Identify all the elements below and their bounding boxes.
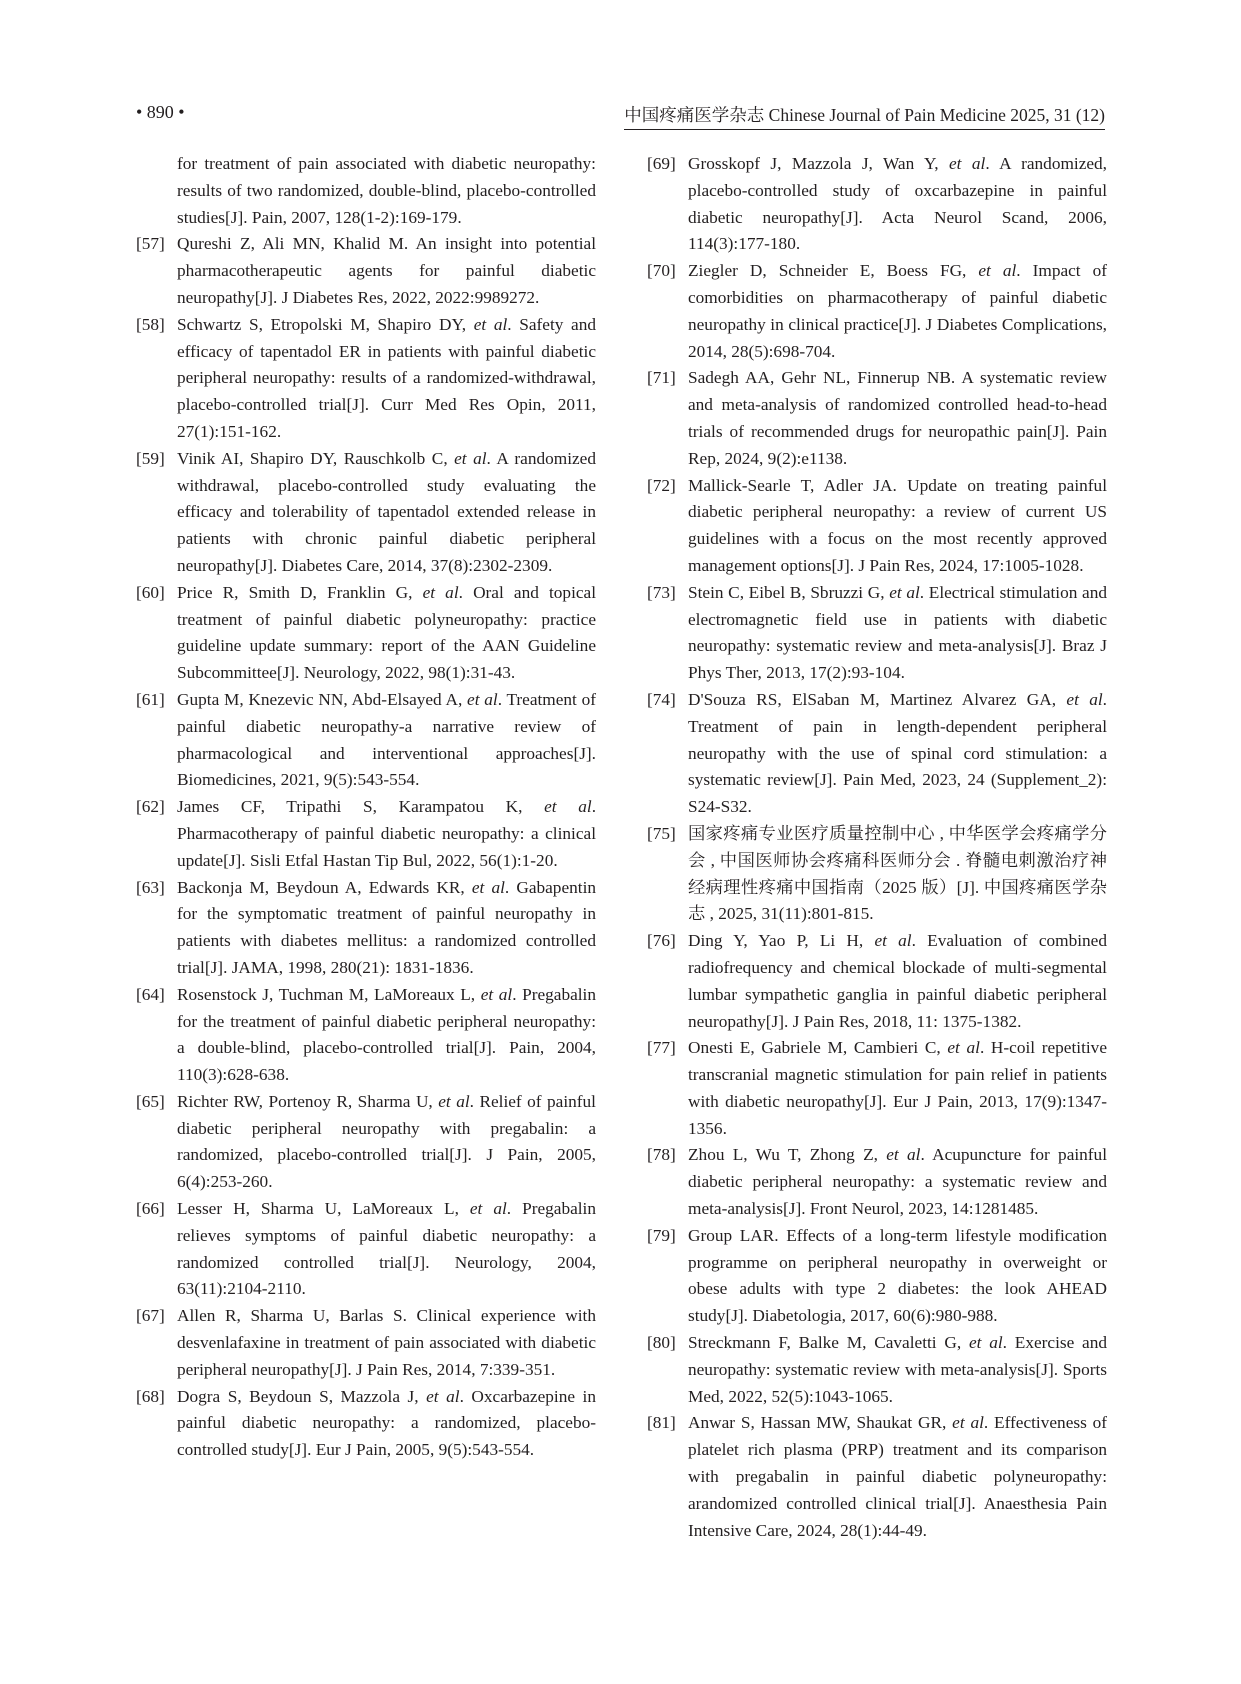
reference-text [177,1199,596,1298]
reference-item [647,1410,1107,1544]
reference-number: [66] [136,1199,165,1219]
reference-item [647,1035,1107,1142]
reference-text [688,261,1107,360]
reference-details: . Treatment of pain in length-dependent peripheral neuropathy with the use of spinal cord stimulation: a systematic review[J]. Pain Med, 2023, 24 (Supplement_2): S24-S32. [688,689,1107,817]
reference-details: . Relief of painful diabetic peripheral neuropathy with pregabalin: a randomized, placebo-controlled trial[J]. J Pain, 2005, 6(4):253-260. [177,1091,596,1192]
reference-number: [61] [136,689,165,709]
reference-text [177,234,596,307]
reference-item [647,1330,1107,1410]
reference-item [647,151,1107,258]
reference-authors: Backonja M, Beydoun A, Edwards KR, [177,877,472,897]
reference-item [136,446,596,580]
reference-details: . H-coil repetitive transcranial magnetic stimulation for pain relief in patients with diabetic neuropathy[J]. Eur J Pain, 2013, 17(9):1347-1356. [688,1038,1107,1138]
reference-number: [63] [136,877,165,897]
reference-text [177,1306,596,1379]
reference-number: [70] [647,261,676,281]
reference-item [647,580,1107,687]
reference-et-al: et al [874,931,912,951]
reference-number: [57] [136,234,165,254]
reference-et-al: et al [454,448,487,468]
reference-authors: Qureshi Z, Ali MN, Khalid M. An insight into potential pharmacotherapeutic agents for painful diabetic neuropathy[J]. J Diabetes Res, 2022, 2022:9989272. [177,234,596,307]
reference-number: [59] [136,448,165,468]
reference-column-left [136,151,596,1464]
reference-item [136,875,596,982]
reference-number: [65] [136,1091,165,1111]
reference-authors: Gupta M, Knezevic NN, Abd-Elsayed A, [177,689,468,709]
reference-details: . Oxcarbazepine in painful diabetic neuropathy: a randomized, placebo-controlled study[J]. Eur J Pain, 2005, 9(5):543-554. [177,1386,596,1460]
reference-et-al: et al [469,1199,507,1219]
reference-authors: Schwartz S, Etropolski M, Shapiro DY, [177,314,474,334]
reference-text [688,476,1107,575]
reference-number: [72] [647,475,676,495]
reference-text [177,797,596,870]
reference-column-right [647,151,1107,1544]
reference-authors: Grosskopf J, Mazzola J, Wan Y, [688,154,950,173]
reference-et-al: et al [473,314,508,334]
reference-text [688,931,1107,1030]
reference-text [688,1413,1107,1539]
reference-item [136,687,596,794]
reference-et-al: et al [471,877,505,897]
reference-item [136,794,596,874]
reference-text [177,1387,596,1460]
reference-item [647,1223,1107,1330]
journal-title: 中国疼痛医学杂志 Chinese Journal of Pain Medicine 2025, 31 (12) [624,102,1105,130]
reference-item [647,821,1107,928]
reference-et-al: et al [1066,689,1103,709]
reference-text [688,1145,1107,1218]
reference-item [136,580,596,687]
reference-item [647,928,1107,1035]
reference-text [177,985,596,1084]
reference-details: . Electrical stimulation and electromagnetic field use in patients with diabetic neuropathy: systematic review and meta-analysis[J]. Braz J Phys Ther, 2013, 17(2):93-104. [688,582,1108,683]
reference-number: [58] [136,314,165,334]
reference-details: . A randomized, placebo-controlled study of oxcarbazepine in painful diabetic neuropathy[J]. Acta Neurol Scand, 2006, 114(3):177-180. [688,154,1107,254]
reference-number: [71] [647,368,676,388]
reference-number: [68] [136,1386,165,1406]
reference-text [688,583,1107,682]
reference-item [647,687,1107,821]
reference-item [136,982,596,1089]
reference-text [177,583,596,682]
reference-text [177,315,596,441]
reference-authors: Streckmann F, Balke M, Cavaletti G, [688,1333,969,1353]
reference-details: . Pregabalin relieves symptoms of painful diabetic neuropathy: a randomized controlled trial[J]. Neurology, 2004, 63(11):2104-2110. [177,1199,597,1299]
reference-continuation: for treatment of pain associated with diabetic neuropathy: results of two randomized, double-blind, placebo-controlled studies[J]. Pain, 2007, 128(1-2):169-179. [177,154,596,227]
reference-details: . Effectiveness of platelet rich plasma (PRP) treatment and its comparison with pregabalin in painful diabetic polyneuropathy: arandomized controlled clinical trial[J]. Anaesthesia Pain Intensive Care, 2024, 28(1):44-49. [688,1413,1108,1540]
reference-number: [67] [136,1306,165,1326]
reference-text [688,1333,1107,1406]
reference-authors: D'Souza RS, ElSaban M, Martinez Alvarez GA, [688,689,1067,709]
reference-details: . Evaluation of combined radiofrequency and chemical blockade of multi-segmental lumbar sympathetic ganglia in painful diabetic peripheral neuropathy[J]. J Pain Res, 2018, 11: 1375-1382. [688,931,1107,1031]
reference-et-al: et al [947,1038,980,1058]
reference-et-al: et al [438,1091,470,1111]
reference-et-al: et al [426,1386,460,1406]
reference-item [136,231,596,311]
reference-number: [78] [647,1145,676,1165]
reference-number: [64] [136,984,165,1004]
reference-text [688,1226,1107,1325]
reference-authors: Lesser H, Sharma U, LaMoreaux L, [177,1199,470,1219]
reference-text [177,690,596,789]
reference-et-al: et al [480,984,513,1004]
reference-authors: 国家疼痛专业医疗质量控制中心 , 中华医学会疼痛学分会 , 中国医师协会疼痛科医师分会 . 脊髓电刺激治疗神经病理性疼痛中国指南（2025 版）[J]. 中国疼痛医学杂志 , 2025, 31(11):801-815. [688,823,1107,924]
reference-details: . Acupuncture for painful diabetic peripheral neuropathy: a systematic review and meta-analysis[J]. Front Neurol, 2023, 14:1281485. [688,1145,1108,1219]
reference-authors: Price R, Smith D, Franklin G, [177,582,423,602]
reference-authors: Dogra S, Beydoun S, Mazzola J, [177,1386,427,1406]
reference-item [647,1142,1107,1222]
reference-number: [62] [136,797,165,817]
reference-details: . A randomized withdrawal, placebo-controlled study evaluating the efficacy and tolerability of tapentadol extended release in patients with chronic painful diabetic peripheral neuropathy[J]. Diabetes Care, 2014, 37(8):2302-2309. [177,448,596,575]
reference-number: [73] [647,582,676,602]
reference-et-al: et al [886,1145,921,1165]
reference-details: . Pregabalin for the treatment of painful diabetic peripheral neuropathy: a double-blind, placebo-controlled trial[J]. Pain, 2004, 110(3):628-638. [177,984,597,1085]
reference-authors: Ding Y, Yao P, Li H, [688,931,875,951]
reference-authors: Richter RW, Portenoy R, Sharma U, [177,1091,439,1111]
reference-authors: Stein C, Eibel B, Sbruzzi G, [688,582,890,602]
reference-details: . Safety and efficacy of tapentadol ER in patients with painful diabetic peripheral neuropathy: results of a randomized-withdrawal, placebo-controlled trial[J]. Curr Med Res Opin, 2011, 27(1):151-162. [177,314,597,441]
reference-details: . Pharmacotherapy of painful diabetic neuropathy: a clinical update[J]. Sisli Etfal Hastan Tip Bul, 2022, 56(1):1-20. [177,797,597,870]
reference-text [688,1038,1107,1137]
reference-item [647,258,1107,365]
reference-number: [81] [647,1413,676,1433]
reference-authors: Group LAR. Effects of a long-term lifestyle modification programme on peripheral neuropathy in overweight or obese adults with type 2 diabetes: the look AHEAD study[J]. Diabetologia, 2017, 60(6):980-988. [688,1225,1107,1326]
reference-authors: Onesti E, Gabriele M, Cambieri C, [688,1038,948,1058]
reference-authors: Allen R, Sharma U, Barlas S. Clinical experience with desvenlafaxine in treatment of pain associated with diabetic peripheral neuropathy[J]. J Pain Res, 2014, 7:339-351. [177,1306,596,1379]
reference-text [177,878,596,977]
reference-authors: Ziegler D, Schneider E, Boess FG, [688,261,979,281]
reference-number: [60] [136,582,165,602]
reference-et-al: et al [978,261,1017,281]
reference-details: . Exercise and neuropathy: systematic review with meta-analysis[J]. Sports Med, 2022, 52(5):1043-1065. [688,1333,1107,1406]
reference-details: . Oral and topical treatment of painful diabetic polyneuropathy: practice guideline update summary: report of the AAN Guideline Subcommittee[J]. Neurology, 2022, 98(1):31-43. [177,582,597,683]
reference-text [688,690,1107,816]
reference-item [136,1303,596,1383]
reference-authors: Anwar S, Hassan MW, Shaukat GR, [688,1413,953,1433]
reference-authors: Vinik AI, Shapiro DY, Rauschkolb C, [177,448,455,468]
reference-authors: James CF, Tripathi S, Karampatou K, [177,797,545,817]
reference-number: [77] [647,1038,676,1058]
reference-item [136,312,596,446]
reference-text [688,824,1107,923]
reference-text [688,368,1107,467]
reference-text [177,1092,596,1191]
reference-text [688,154,1107,253]
reference-authors: Zhou L, Wu T, Zhong Z, [688,1145,887,1165]
reference-number: [76] [647,931,676,951]
reference-et-al: et al [544,797,592,817]
reference-authors: Rosenstock J, Tuchman M, LaMoreaux L, [177,984,481,1004]
reference-et-al: et al [422,582,459,602]
reference-item [647,473,1107,580]
reference-number: [80] [647,1333,676,1353]
reference-et-al: et al [949,154,986,173]
reference-authors: Mallick-Searle T, Adler JA. Update on treating painful diabetic peripheral neuropathy: a review of current US guidelines with a focus on the most recently approved management options[J]. J Pain Res, 2024, 17:1005-1028. [688,475,1107,575]
reference-item [136,1089,596,1196]
reference-et-al: et al [467,689,498,709]
page-header [136,100,1105,126]
reference-number: [75] [647,823,676,843]
reference-et-al: et al [952,1413,984,1433]
page-number: • 890 • [136,102,185,122]
reference-item [647,365,1107,472]
reference-authors: Sadegh AA, Gehr NL, Finnerup NB. A systematic review and meta-analysis of randomized controlled head-to-head trials of recommended drugs for neuropathic pain[J]. Pain Rep, 2024, 9(2):e1138. [688,368,1107,468]
reference-details: . Impact of comorbidities on pharmacotherapy of painful diabetic neuropathy in clinical practice[J]. J Diabetes Complications, 2014, 28(5):698-704. [688,261,1107,361]
reference-details: . Treatment of painful diabetic neuropathy-a narrative review of pharmacological and interventional approaches[J]. Biomedicines, 2021, 9(5):543-554. [177,689,596,790]
reference-et-al: et al [889,582,920,602]
reference-item [136,1384,596,1464]
reference-text [177,449,596,575]
reference-et-al: et al [968,1333,1003,1353]
reference-number: [74] [647,689,676,709]
reference-item [136,1196,596,1303]
reference-details: . Gabapentin for the symptomatic treatment of painful neuropathy in patients with diabetes mellitus: a randomized controlled trial[J]. JAMA, 1998, 280(21): 1831-1836. [177,877,597,977]
reference-number: [79] [647,1225,676,1245]
reference-number: [69] [647,154,676,173]
